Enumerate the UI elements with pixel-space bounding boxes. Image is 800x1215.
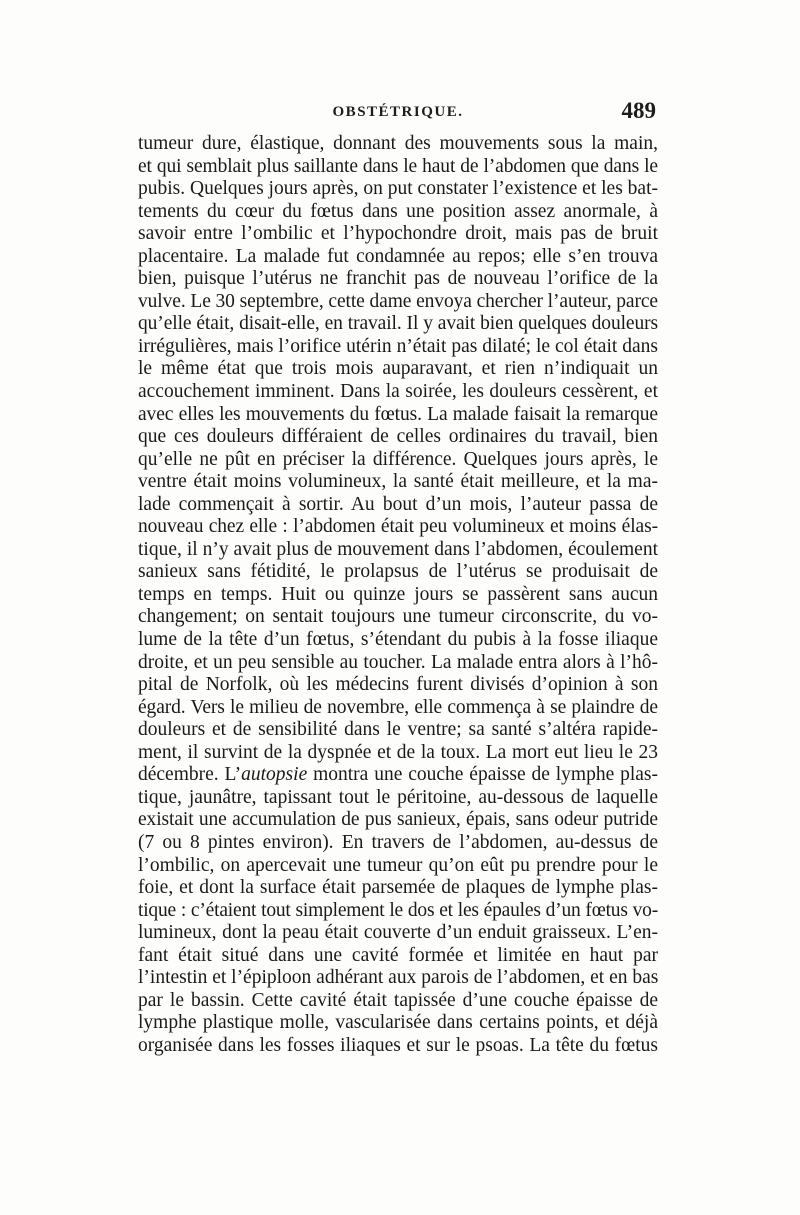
text-line: pubis. Quelques jours après, on put constater l’existence et les bat- [138,178,658,200]
text-line: tique, il n’y avait plus de mouvement dans l’abdomen, écoulement [138,538,658,560]
text-line: tements du cœur du fœtus dans une position assez anormale, à [138,200,658,222]
text-segment: décembre. L’ [138,764,242,786]
text-line: existait une accumulation de pus sanieux, épais, sans odeur putride [138,809,658,831]
text-line: avec elles les mouvements du fœtus. La malade faisait la remarque [138,403,658,425]
text-line: droite, et un peu sensible au toucher. La malade entra alors à l’hô- [138,651,658,673]
text-line: vulve. Le 30 septembre, cette dame envoya chercher l’auteur, parce [138,290,658,312]
body-text [138,133,658,1057]
text-line: lymphe plastique molle, vascularisée dans certains points, et déjà [138,1012,658,1034]
text-line: placentaire. La malade fut condamnée au repos; elle s’en trouva [138,245,658,267]
text-line: l’intestin et l’épiploon adhérant aux parois de l’abdomen, et en bas [138,967,659,989]
text-line: tumeur dure, élastique, donnant des mouvements sous la main, [138,133,658,154]
text-line: bien, puisque l’utérus ne franchit pas de nouveau l’orifice de la [138,268,658,290]
text-line: tique, jaunâtre, tapissant tout le péritoine, au-dessous de laquelle [138,786,658,808]
text-line: pital de Norfolk, où les médecins furent divisés d’opinion à son [138,674,658,696]
text-line: nouveau chez elle : l’abdomen était peu volumineux et moins élas- [138,516,658,538]
page-number: 489 [621,98,656,123]
text-line: qu’elle ne pût en préciser la différence. Quelques jours après, le [138,448,658,470]
text-line: organisée dans les fosses iliaques et sur le psoas. La tête du fœtus [138,1034,658,1056]
text-line: fant était situé dans une cavité formée et limitée en haut par [138,944,658,966]
text-line: l’ombilic, on apercevait une tumeur qu’on eût pu prendre pour le [138,854,658,876]
text-line: lumineux, dont la peau était couverte d’un enduit graisseux. L’en- [138,922,658,944]
text-line: accouchement imminent. Dans la soirée, les douleurs cessèrent, et [138,381,658,403]
text-line: (7 ou 8 pintes environ). En travers de l’abdomen, au-dessus de [138,831,658,853]
italic-term: autopsie [241,764,308,786]
text-line: et qui semblait plus saillante dans le haut de l’abdomen que dans le [138,155,658,177]
text-line: égard. Vers le milieu de novembre, elle commença à se plaindre de [138,696,658,718]
text-line: changement; on sentait toujours une tumeur circonscrite, du vo- [138,606,658,628]
running-title: OBSTÉTRIQUE. [332,104,464,120]
text-line: savoir entre l’ombilic et l’hypochondre droit, mais pas de bruit [138,223,658,245]
text-line: par le bassin. Cette cavité était tapissée d’une couche épaisse de [138,989,658,1011]
text-line: lade commençait à sortir. Au bout d’un mois, l’auteur passa de [138,493,658,515]
text-line: ventre était moins volumineux, la santé était meilleure, et la ma- [138,471,658,493]
text-line: qu’elle était, disait-elle, en travail. Il y avait bien quelques douleurs [138,313,658,335]
text-line: irrégulières, mais l’orifice utérin n’était pas dilaté; le col était dans [138,335,658,357]
text-line: que ces douleurs différaient de celles ordinaires du travail, bien [138,426,658,448]
text-line: lume de la tête d’un fœtus, s’étendant du pubis à la fosse iliaque [138,629,658,651]
text-line: foie, et dont la surface était parsemée de plaques de lymphe plas- [138,877,658,899]
text-line: douleurs et de sensibilité dans le ventre; sa santé s’altéra rapide- [138,719,658,741]
text-line: ment, il survint de la dyspnée et de la toux. La mort eut lieu le 23 [138,741,658,763]
text-segment: montra une couche épaisse de lymphe plas- [307,764,658,786]
text-line [138,764,658,787]
text-line: temps en temps. Huit ou quinze jours se passèrent sans aucun [138,583,658,605]
page-header [138,100,658,128]
text-line: tique : c’étaient tout simplement le dos et les épaules d’un fœtus vo- [138,899,658,921]
text-line: le même état que trois mois auparavant, et rien n’indiquait un [138,358,658,380]
text-line: sanieux sans fétidité, le prolapsus de l’utérus se produisait de [138,561,658,583]
